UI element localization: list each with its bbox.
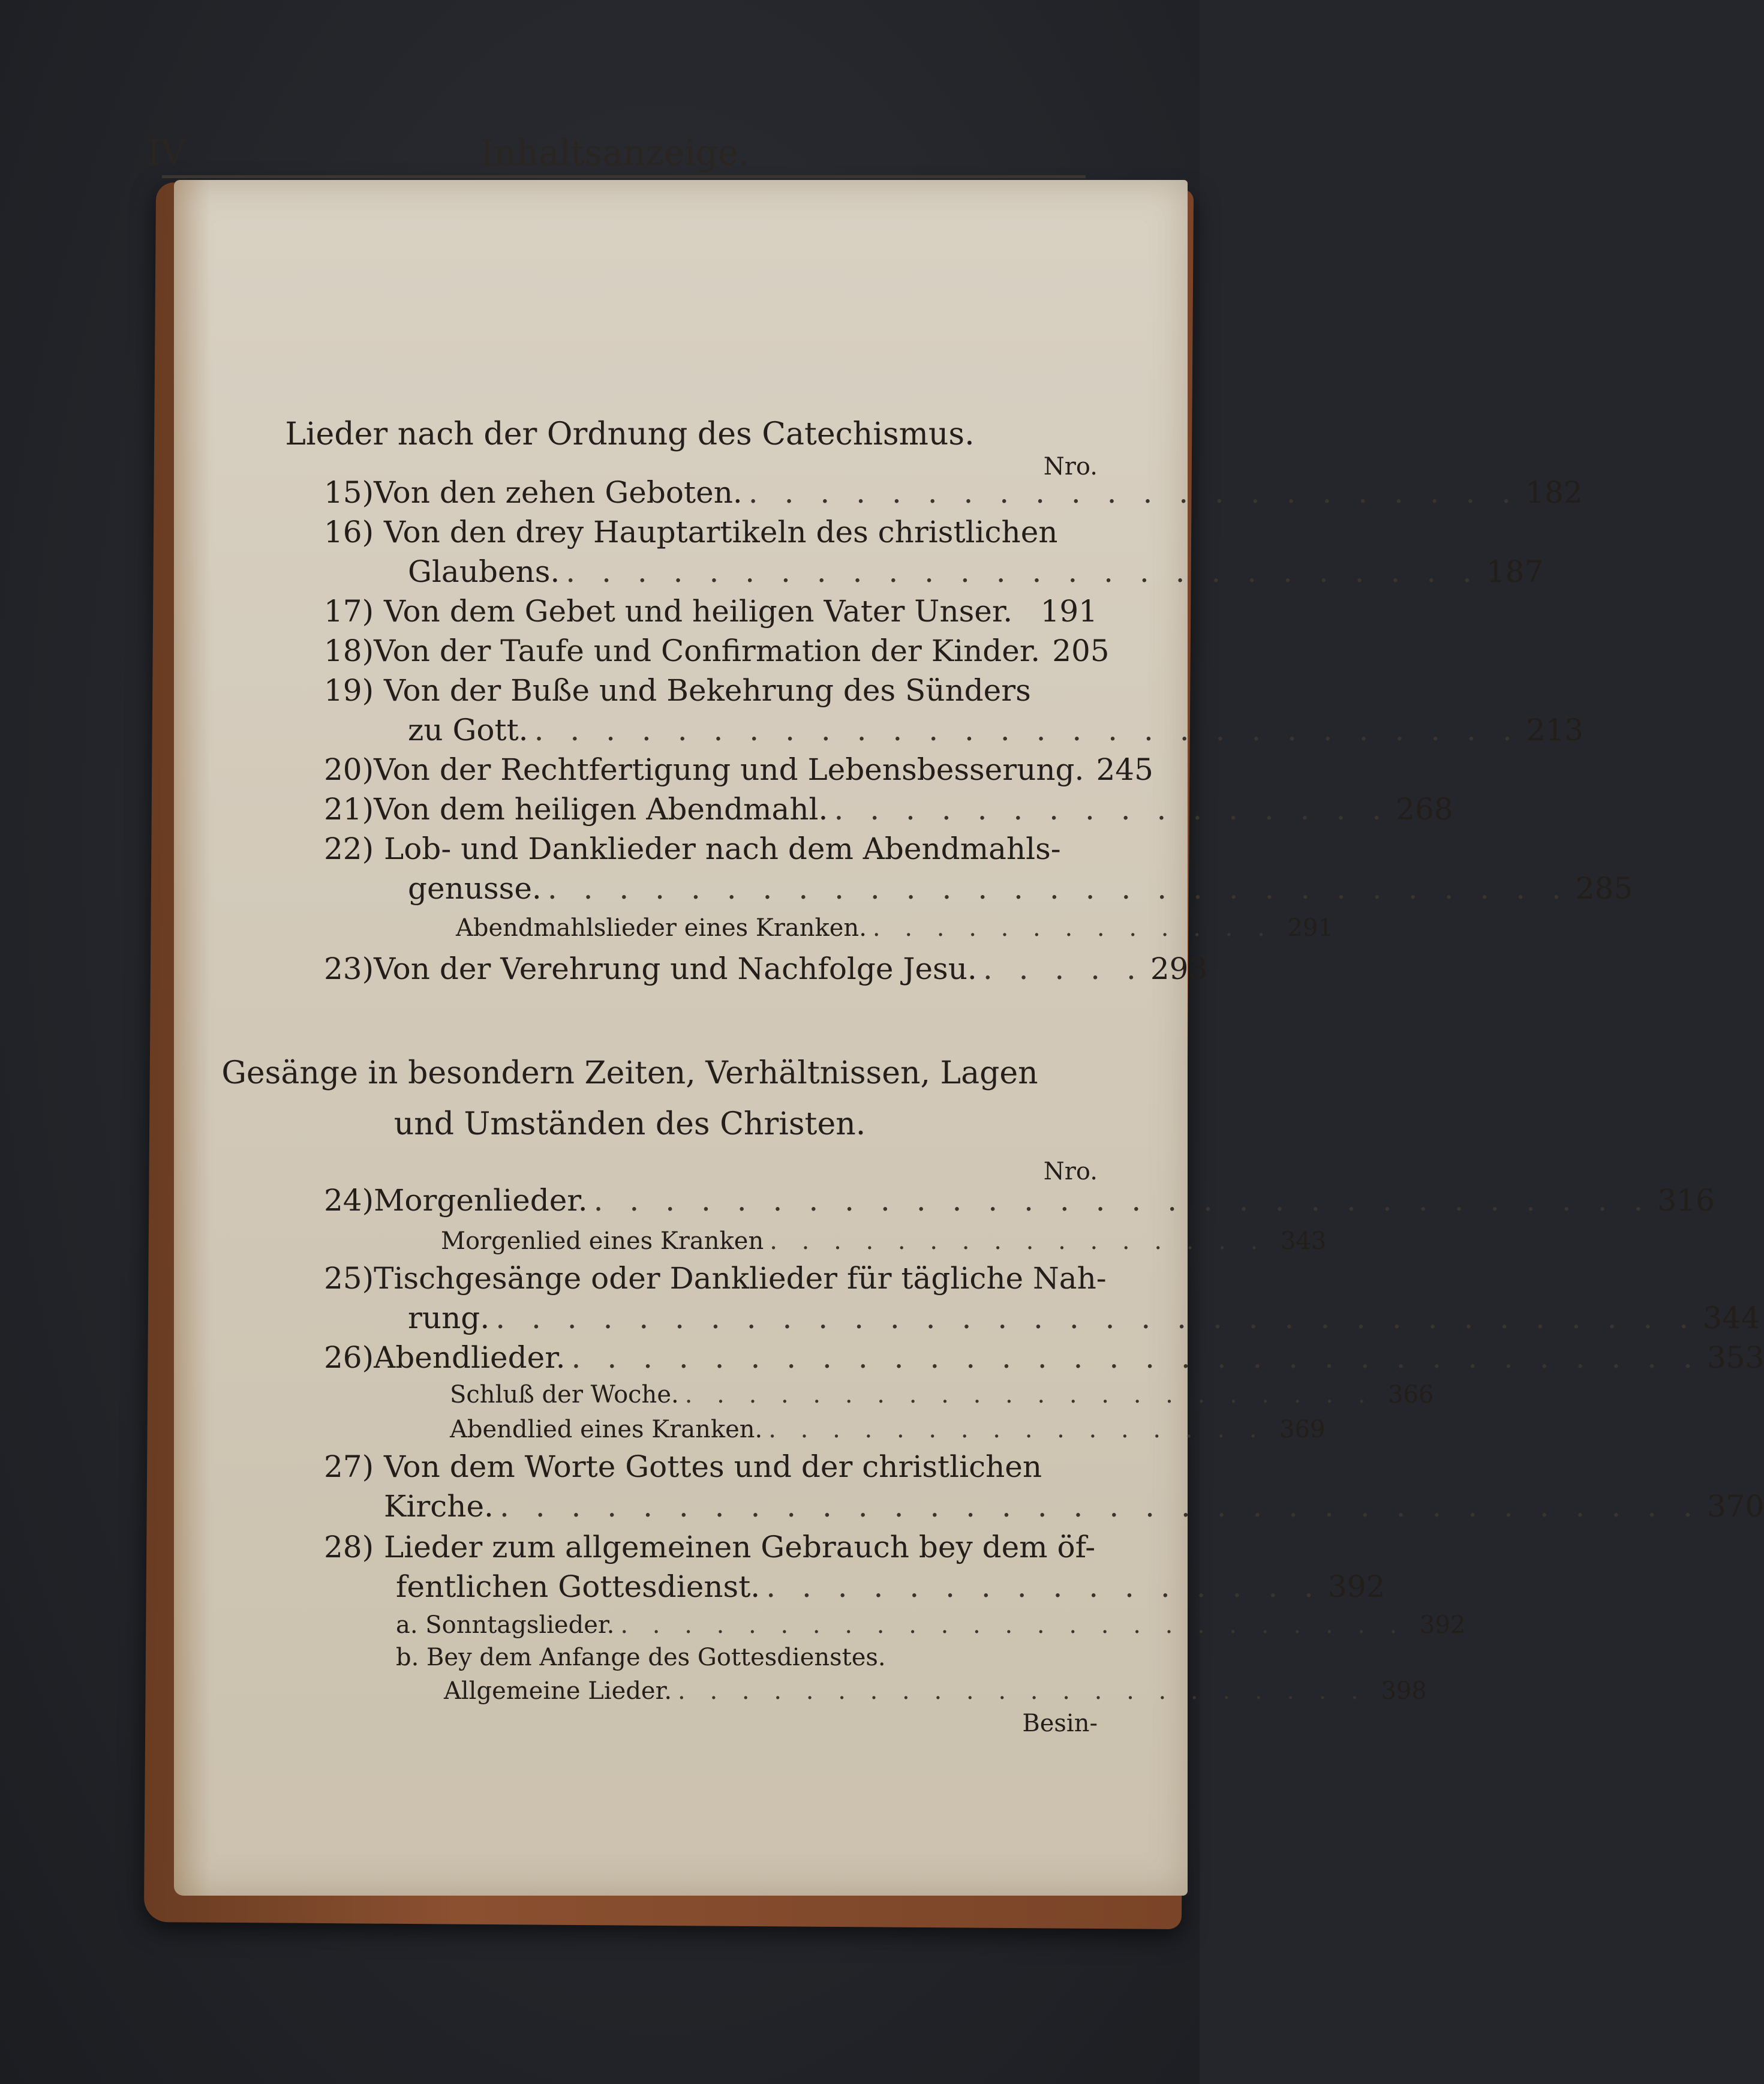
toc-subentry-anfange [396,1644,1098,1671]
entry-title-cont: zu Gott. [408,713,528,747]
entry-number: 27) [324,1449,374,1484]
toc-entry-27 [324,1449,1098,1484]
leader-dots: . . . . . . . . . . . . . . . . [770,1227,1267,1255]
entry-title: Abendlieder. [374,1340,566,1375]
toc-entry-24 [324,1183,1715,1218]
entry-page: 398 [1381,1677,1427,1705]
entry-title-cont: fentlichen Gottesdienst. [396,1569,761,1604]
entry-number: 21) [324,792,374,827]
toc-entry-19 [324,673,1098,708]
toc-subentry-sonntagslieder [396,1611,1466,1639]
entry-page: 344 [1703,1301,1760,1335]
entry-title: Von der Buße und Bekehrung des Sünders [384,673,1031,708]
toc-entry-20 [324,752,1153,787]
entry-title: Von der Verehrung und Nachfolge Jesu. [374,951,977,986]
entry-title: Schluß der Woche. [450,1381,679,1409]
entry-page: 366 [1388,1381,1434,1409]
toc-entry-15 [324,475,1583,510]
entry-title: Von den zehen Geboten. [374,475,743,510]
entry-number: 20) [324,752,374,787]
entry-page: 213 [1526,713,1584,747]
entry-number: 26) [324,1340,374,1375]
toc-entry-22-cont [408,871,1633,906]
entry-title: Morgenlieder. [374,1183,588,1218]
entry-title: Von dem Gebet und heiligen Vater Unser. [384,594,1013,629]
entry-number: 25) [324,1261,374,1296]
page-title: Inhaltsanzeige. [480,132,750,173]
entry-number: 17) [324,594,374,629]
entry-page: 182 [1525,475,1583,510]
toc-subentry-allgemeine [444,1677,1427,1705]
entry-page: 316 [1657,1183,1715,1218]
toc-entry-21 [324,792,1453,827]
entry-title: Abendmahlslieder eines Kranken. [456,914,867,942]
page-header [147,132,1083,174]
entry-number: 18) [324,633,374,668]
entry-page: 392 [1420,1611,1466,1639]
entry-title: b. Bey dem Anfange des Gottesdienstes. [396,1644,886,1671]
entry-page: 268 [1396,792,1453,827]
section-title-special-times-line2: und Umständen des Christen. [393,1106,866,1142]
toc-entry-22 [324,831,1098,866]
entry-page: 285 [1575,871,1633,906]
toc-entry-26 [324,1340,1764,1375]
toc-entry-28 [324,1530,1098,1564]
entry-page: 370 [1706,1489,1764,1524]
entry-page: 369 [1279,1416,1326,1443]
entry-title: Tischgesänge oder Danklieder für tägliche Nah- [374,1261,1107,1296]
leader-dots: . . . . . . . . . . . . . . . . . . . . . . [684,1381,1374,1409]
toc-entry-19-cont [408,713,1584,747]
entry-number: 16) [324,515,374,549]
entry-number: 24) [324,1183,374,1218]
entry-page: 293 [1150,951,1208,986]
toc-subentry-abendmahl-kranken [456,914,1333,942]
leader-dots: . . . . . . . . . . . . . . . . [766,1569,1322,1604]
entry-title-cont: Glaubens. [408,554,560,589]
entry-title: Von der Rechtfertigung und Lebensbesserung. [374,752,1084,787]
nro-label-text: Nro. [1043,1158,1098,1185]
leader-dots: . . . . . . . . . . . . . [872,914,1273,942]
entry-title: a. Sonntagslieder. [396,1611,615,1639]
entry-title: Lob- und Danklieder nach dem Abendmahls- [384,831,1061,866]
leader-dots: . . . . . [982,951,1144,986]
entry-page: 205 [1052,633,1110,668]
entry-title: Lieder zum allgemeinen Gebrauch bey dem öf- [384,1530,1096,1564]
entry-number: 28) [324,1530,374,1564]
entry-title: Allgemeine Lieder. [444,1677,672,1705]
entry-number: 19) [324,673,374,708]
entry-page: 245 [1096,752,1153,787]
leader-dots: . . . . . . . . . . . . . . . . [834,792,1390,827]
section-title-special-times: Gesänge in besondern Zeiten, Verhältnissen, Lagen [221,1055,1038,1091]
entry-title: Abendlied eines Kranken. [450,1416,763,1443]
leader-dots: . . . . . . . . . . . . . . . . . . . . . . [748,475,1520,510]
catchword: Besin- [1022,1710,1098,1737]
entry-title: Morgenlied eines Kranken [441,1227,764,1255]
toc-entry-16-cont [408,554,1544,589]
entry-page: 392 [1327,1569,1386,1604]
entry-title-cont: rung. [408,1301,490,1335]
entry-page: 343 [1281,1227,1327,1255]
leader-dots: . . . . . . . . . . . . . . . . [768,1416,1266,1443]
entry-title: Von der Taufe und Confirmation der Kinder. [374,633,1041,668]
entry-title: Von dem Worte Gottes und der christlichen [384,1449,1042,1484]
toc-entry-27-cont [384,1489,1764,1524]
leader-dots: . . . . . . . . . . . . . . . . . . . . . . . . . [620,1611,1406,1639]
toc-entry-23 [324,951,1208,986]
section-title-catechism: Lieder nach der Ordnung des Catechismus. [285,416,975,452]
toc-entry-17 [324,594,1098,629]
leader-dots: . . . . . . . . . . . . . . . . . . . . . . . . . . . . [534,713,1520,747]
entry-number: 23) [324,951,374,986]
entry-title: Von den drey Hauptartikeln des christlichen [384,515,1058,549]
toc-entry-25 [324,1261,1107,1296]
entry-number: 22) [324,831,374,866]
leader-dots: . . . . . . . . . . . . . . . . . . . . . . . . . . . . . . [593,1183,1652,1218]
leader-dots: . . . . . . . . . . . . . . . . . . . . . . . . . . [566,554,1480,589]
entry-title: Von dem heiligen Abendmahl. [374,792,828,827]
entry-page: 187 [1486,554,1544,589]
header-rule [162,175,1086,178]
leader-dots: . . . . . . . . . . . . . . . . . . . . . . [678,1677,1367,1705]
entry-title-cont: Kirche. [384,1489,494,1524]
leader-dots: . . . . . . . . . . . . . . . . . . . . . . . . . . . . . [547,871,1570,906]
toc-subentry-morgenlied-kranken [441,1227,1327,1255]
nro-label-text: Nro. [1043,453,1098,481]
entry-title-cont: genusse. [408,871,542,906]
entry-number: 15) [324,475,374,510]
entry-page: 291 [1287,914,1333,942]
nro-label-2 [990,1158,1098,1185]
toc-entry-18 [324,633,1110,668]
page-number: IV [147,132,186,173]
entry-page: 353 [1706,1340,1764,1375]
toc-entry-25-cont [408,1301,1760,1335]
toc-entry-28-cont [396,1569,1386,1604]
toc-entry-16 [324,515,1098,549]
leader-dots: . . . . . . . . . . . . . . . . . . . . . . . . . . . . . . . . [571,1340,1701,1375]
toc-subentry-abendlied-kranken [450,1416,1326,1443]
leader-dots: . . . . . . . . . . . . . . . . . . . . . . . . . . . . . . . . . . [495,1301,1697,1335]
entry-page: 191 [1040,594,1098,629]
toc-subentry-schluss-woche [450,1381,1434,1409]
leader-dots: . . . . . . . . . . . . . . . . . . . . . . . . . . . . . . . . . . [499,1489,1701,1524]
